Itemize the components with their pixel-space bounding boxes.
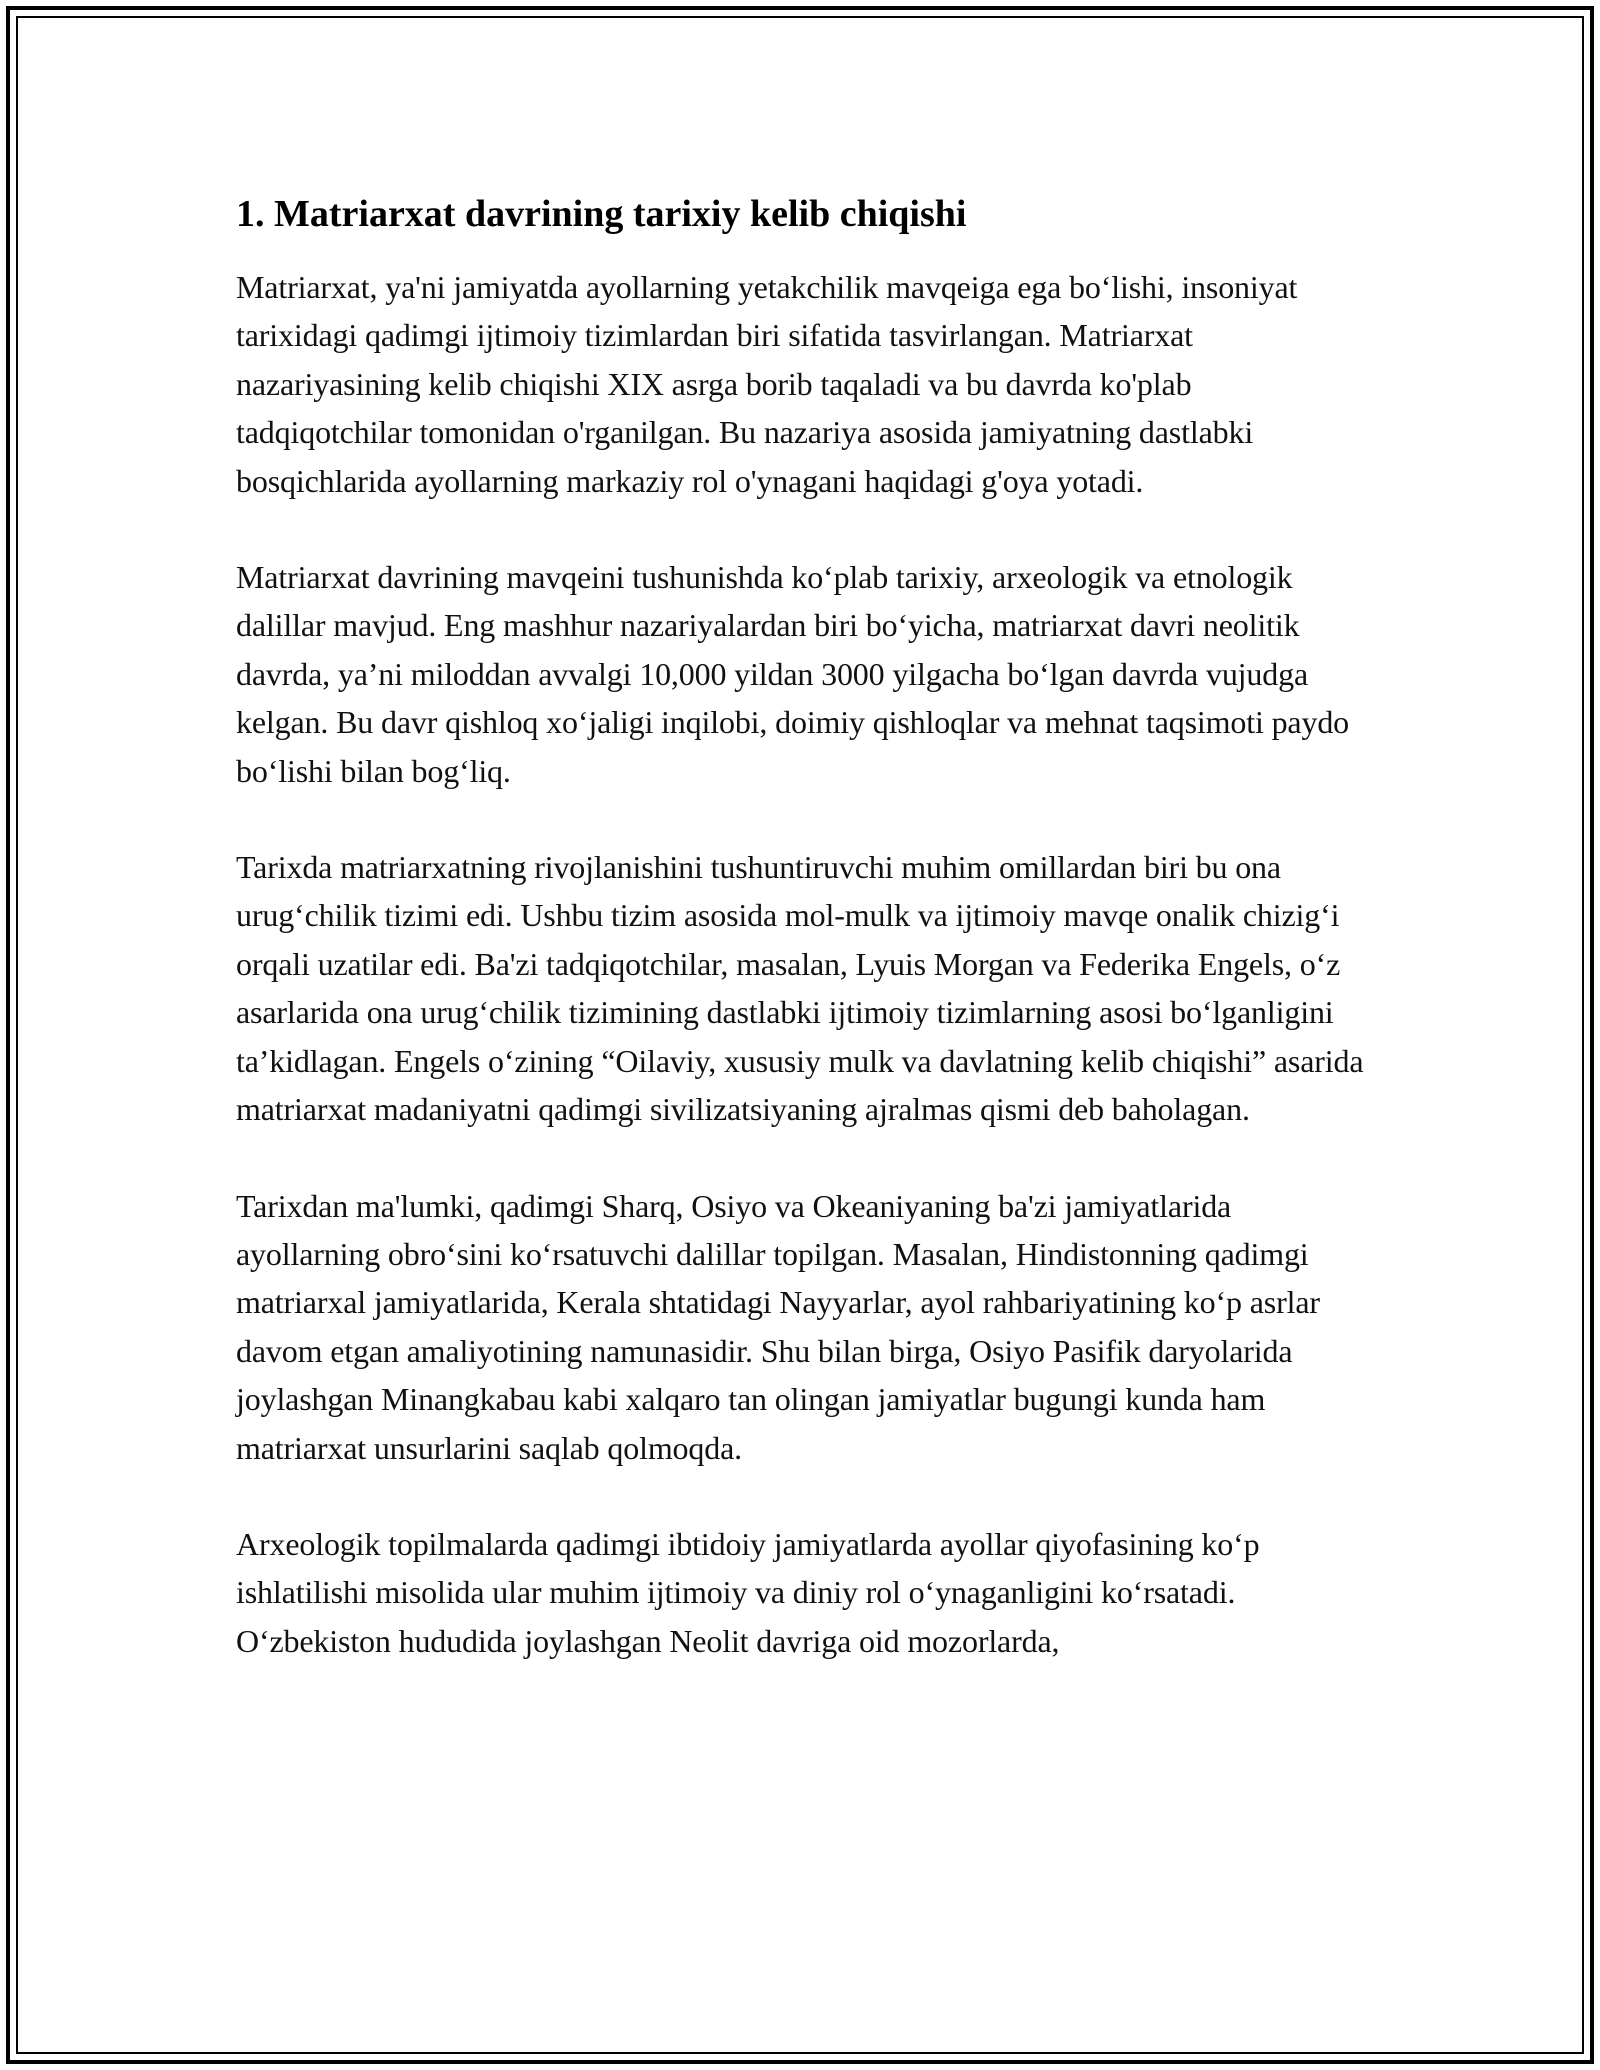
paragraph-3: Tarixda matriarxatning rivojlanishini tushuntiruvchi muhim omillardan biri bu ona urugʻchilik tizimi edi. Ushbu tizim asosida mol-mulk va ijtimoiy mavqe onalik chizigʻi orqali uzatilar edi. Ba'zi tadqiqotchilar, masalan, Lyuis Morgan va Federika Engels, oʻz asarlarida ona urugʻchilik tizimining dastlabki ijtimoiy tizimlarning asosi boʻlganligini ta’kidlagan. Engels oʻzining “Oilaviy, xususiy mulk va davlatning kelib chiqishi” asarida matriarxat madaniyatni qadimgi sivilizatsiyaning ajralmas qismi deb baholagan. <box>236 849 1364 1128</box>
paragraph-4: Tarixdan ma'lumki, qadimgi Sharq, Osiyo va Okeaniyaning ba'zi jamiyatlarida ayollarning obroʻsini koʻrsatuvchi dalillar topilgan. Masalan, Hindistonning qadimgi matriarxal jamiyatlarida, Kerala shtatidagi Nayyarlar, ayol rahbariyatining koʻp asrlar davom etgan amaliyotining namunasidir. Shu bilan birga, Osiyo Pasifik daryolarida joylashgan Minangkabau kabi xalqaro tan olingan jamiyatlar bugungi kunda ham matriarxat unsurlarini saqlab qolmoqda. <box>236 1187 1320 1466</box>
paragraph-1: Matriarxat, ya'ni jamiyatda ayollarning yetakchilik mavqeiga ega boʻlishi, insoniyat tarixidagi qadimgi ijtimoiy tizimlardan biri sifatida tasvirlangan. Matriarxat nazariyasining kelib chiqishi XIX asrga borib taqaladi va bu davrda ko'plab tadqiqotchilar tomonidan o'rganilgan. Bu nazariya asosida jamiyatning dastlabki bosqichlarida ayollarning markaziy rol o'ynagani haqidagi g'oya yotadi. <box>236 269 1298 499</box>
document-body <box>236 183 1366 1713</box>
section-heading: 1. Matriarxat davrining tarixiy kelib chiqishi <box>236 193 967 235</box>
paragraph-5: Arxeologik topilmalarda qadimgi ibtidoiy jamiyatlarda ayollar qiyofasining koʻp ishlatilishi misolida ular muhim ijtimoiy va diniy rol oʻynaganligini koʻrsatadi. Oʻzbekiston hududida joylashgan Neolit davriga oid mozorlarda, <box>236 1525 1260 1659</box>
paragraph-2: Matriarxat davrining mavqeini tushunishda koʻplab tarixiy, arxeologik va etnologik dalillar mavjud. Eng mashhur nazariyalardan biri boʻyicha, matriarxat davri neolitik davrda, ya’ni miloddan avvalgi 10,000 yildan 3000 yilgacha boʻlgan davrda vujudga kelgan. Bu davr qishloq xoʻjaligi inqilobi, doimiy qishloqlar va mehnat taqsimoti paydo boʻlishi bilan bogʻliq. <box>236 559 1350 789</box>
